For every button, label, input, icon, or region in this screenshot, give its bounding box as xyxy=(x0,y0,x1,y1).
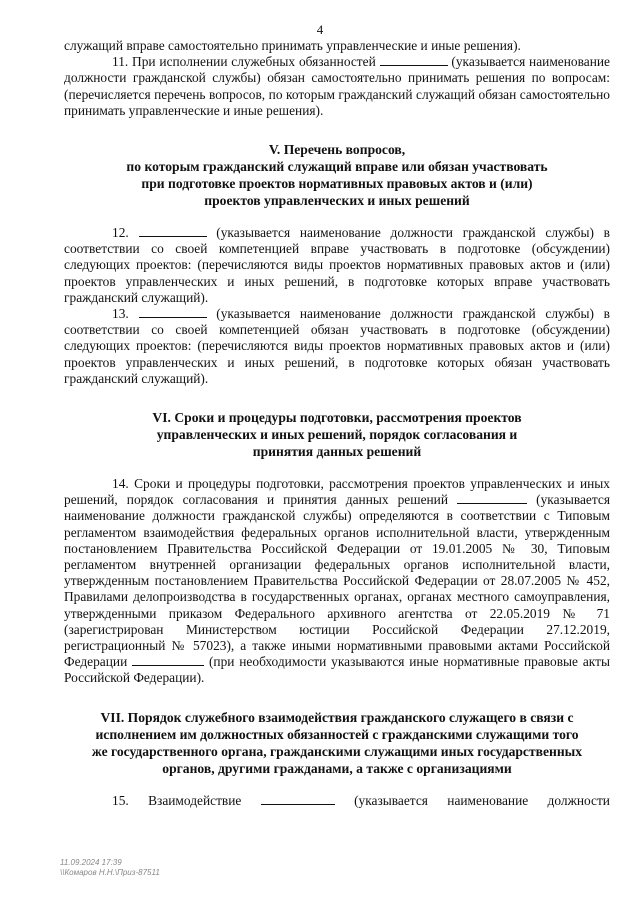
paragraph-14-start: 14. Сроки и процедуры подготовки, рассмотрения проектов управленческих и иных решений, порядок согласования и принятия данных решений xyxy=(64,476,610,508)
section-5-line-3: при подготовке проектов нормативных правовых актов и (или) xyxy=(141,176,533,192)
paragraph-14 xyxy=(64,476,610,687)
blank-line xyxy=(132,655,204,666)
section-7-line-1: VII. Порядок служебного взаимодействия гражданского служащего в связи с xyxy=(100,709,574,725)
paragraph-13 xyxy=(64,306,610,387)
paragraph-15 xyxy=(64,793,610,809)
section-7-line-2: исполнением им должностных обязанностей с гражданскими служащими того xyxy=(95,726,579,742)
page-number: 4 xyxy=(316,22,324,37)
section-5-heading xyxy=(64,141,610,209)
section-7-line-3: же государственного органа, гражданскими служащими иных государственных xyxy=(91,743,583,759)
section-5-line-2: по которым гражданский служащий вправе или обязан участвовать xyxy=(126,159,548,175)
paragraph-11-start: 11. При исполнении служебных обязанностей xyxy=(112,54,376,70)
paragraph-12-rest: (указывается наименование должности гражданской службы) в соответствии со своей компетенцией вправе участвовать в подготовке (обсуждении) следующих проектов: (перечисляются виды проектов нормативных правовых актов и (или) проектов управленческих и иных решений, в подготовке которых вправе участвовать гражданский служащий). xyxy=(64,225,610,305)
blank-line xyxy=(380,55,448,66)
paragraph-15-start: 15. Взаимодействие xyxy=(112,792,242,808)
blank-line xyxy=(139,307,207,318)
section-5-line-1: V. Перечень вопросов, xyxy=(268,142,406,158)
section-6-line-2: управленческих и иных решений, порядок согласования и xyxy=(156,427,518,443)
paragraph-11 xyxy=(64,54,610,119)
blank-line xyxy=(261,794,335,805)
section-6-heading xyxy=(64,409,610,460)
print-footer xyxy=(60,858,160,878)
footer-path: \\Комаров Н.Н.\Приз-87511 xyxy=(60,868,160,877)
paragraph-13-number: 13. xyxy=(112,306,129,322)
paragraph-12-number: 12. xyxy=(112,225,129,241)
paragraph-lead: служащий вправе самостоятельно принимать управленческие и иные решения). xyxy=(64,38,521,53)
blank-line xyxy=(457,493,527,504)
section-7-line-4: органов, другими гражданами, а также с организациями xyxy=(162,760,512,776)
paragraph-13-rest: (указывается наименование должности гражданской службы) в соответствии со своей компетенцией обязан участвовать в подготовке (обсуждении) следующих проектов: (перечисляются виды проектов нормативных правовых актов и (или) проектов управленческих и иных решений, в подготовке которых обязан участвовать гражданский служащий). xyxy=(64,306,610,386)
paragraph-14-end: (при необходимости указываются иные нормативные правовые акты Российской Федерации). xyxy=(64,654,610,686)
section-6-line-3: принятия данных решений xyxy=(252,444,422,460)
footer-timestamp: 11.09.2024 17:39 xyxy=(60,858,122,867)
blank-line xyxy=(139,226,207,237)
section-5-line-4: проектов управленческих и иных решений xyxy=(204,193,470,209)
section-6-line-1: VI. Сроки и процедуры подготовки, рассмотрения проектов xyxy=(152,410,522,426)
paragraph-11-rest: (указывается наименование должности гражданской службы) обязан самостоятельно принимать решения по вопросам: (перечисляется перечень вопросов, по которым гражданский служащий обязан самостоятельно принимать управленческие и иные решения). xyxy=(64,54,610,118)
paragraph-15-rest: (указывается наименование должности xyxy=(354,792,610,808)
section-7-heading xyxy=(64,709,610,777)
paragraph-14-middle: (указывается наименование должности гражданской службы) определяются в соответствии с Типовым регламентом взаимодействия федеральных органов исполнительной власти, утвержденным постановлением Правительства Российской Федерации от 19.01.2005 № 30, Типовым регламентом внутренней организации федеральных органов исполнительной власти, утвержденным постановлением Правительства Российской Федерации от 28.07.2005 № 452, Правилами делопроизводства в государственных органах, органах местного самоуправления, утвержденными приказом Федерального архивного агентства от 22.05.2019 № 71 (зарегистрирован Министерством юстиции Российской Федерации 27.12.2019, регистрационный № 57023), а также иными нормативными правовыми актами Российской Федерации xyxy=(64,492,610,670)
paragraph-12 xyxy=(64,225,610,306)
document-body xyxy=(64,38,610,809)
